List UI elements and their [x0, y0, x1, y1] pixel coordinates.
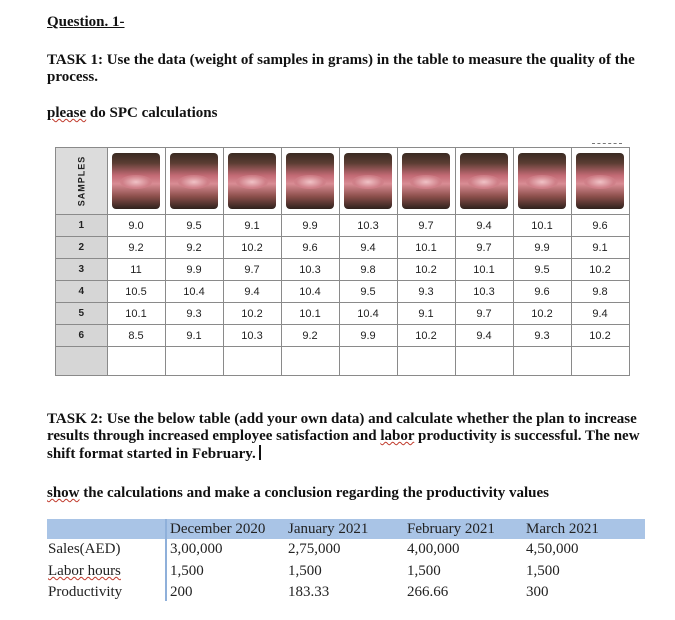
sample-value-cell: 10.4	[281, 281, 339, 303]
productivity-dec: 200	[170, 584, 193, 600]
dessert-image	[518, 153, 566, 209]
sample-value-cell: 10.2	[223, 303, 281, 325]
row-index: 3	[56, 259, 108, 281]
row-index: 6	[56, 325, 108, 347]
please-rest: do SPC calculations	[86, 105, 218, 121]
samples-label-cell	[56, 148, 108, 215]
col-header-mar-2021: March 2021	[526, 521, 599, 537]
dessert-image	[460, 153, 508, 209]
sample-value-cell: 9.7	[455, 303, 513, 325]
sample-value-cell: 9.7	[397, 215, 455, 237]
sample-value-cell: 9.8	[339, 259, 397, 281]
table-row	[56, 215, 630, 237]
sample-value-cell: 10.5	[107, 281, 165, 303]
labor-jan: 1,500	[288, 563, 322, 579]
row-index: 5	[56, 303, 108, 325]
dessert-image	[344, 153, 392, 209]
sample-value-cell: 9.6	[281, 237, 339, 259]
sample-value-cell: 9.5	[513, 259, 571, 281]
sample-value-cell: 10.3	[339, 215, 397, 237]
table-cell	[107, 347, 165, 376]
sample-value-cell: 10.2	[571, 325, 629, 347]
table-row	[56, 259, 630, 281]
sample-value-cell: 10.4	[339, 303, 397, 325]
sample-image-cell	[223, 148, 281, 215]
dessert-image	[170, 153, 218, 209]
sample-value-cell: 9.8	[571, 281, 629, 303]
sample-value-cell: 8.5	[107, 325, 165, 347]
sample-value-cell: 10.3	[223, 325, 281, 347]
col-header-feb-2021: February 2021	[407, 521, 495, 537]
row-label-labor-hours: Labor hours	[48, 563, 121, 579]
productivity-mar: 300	[526, 584, 549, 600]
table-cell	[397, 347, 455, 376]
sample-value-cell: 9.2	[281, 325, 339, 347]
sample-image-cell	[513, 148, 571, 215]
dessert-image	[576, 153, 624, 209]
row-label-productivity: Productivity	[48, 584, 123, 600]
sample-value-cell: 9.3	[165, 303, 223, 325]
dessert-image	[112, 153, 160, 209]
sample-value-cell: 9.2	[107, 237, 165, 259]
sample-image-cell	[397, 148, 455, 215]
table-row	[56, 303, 630, 325]
productivity-feb: 266.66	[407, 584, 449, 600]
show-word: show	[47, 485, 80, 501]
table-cell	[281, 347, 339, 376]
sample-image-cell	[571, 148, 629, 215]
sample-value-cell: 9.6	[513, 281, 571, 303]
table-row	[56, 281, 630, 303]
sample-value-cell: 9.2	[165, 237, 223, 259]
sample-value-cell: 9.9	[513, 237, 571, 259]
table-cell	[223, 347, 281, 376]
row-label-sales: Sales(AED)	[48, 541, 121, 557]
text-cursor	[259, 445, 261, 460]
show-line	[47, 485, 549, 502]
sample-value-cell: 10.3	[455, 281, 513, 303]
table-row	[56, 325, 630, 347]
table-row	[56, 237, 630, 259]
spc-table	[55, 147, 630, 376]
please-line	[47, 105, 217, 122]
sample-value-cell: 9.6	[571, 215, 629, 237]
table-cell	[571, 347, 629, 376]
sample-value-cell: 9.3	[397, 281, 455, 303]
sales-jan: 2,75,000	[288, 541, 341, 557]
sample-value-cell: 10.3	[281, 259, 339, 281]
sample-value-cell: 9.7	[455, 237, 513, 259]
labor-feb: 1,500	[407, 563, 441, 579]
row-index: 1	[56, 215, 108, 237]
labor-word: labor	[380, 428, 415, 444]
table-cell	[455, 347, 513, 376]
labor-mar: 1,500	[526, 563, 560, 579]
samples-label: SAMPLES	[76, 155, 87, 207]
table-cell	[339, 347, 397, 376]
dessert-image	[228, 153, 276, 209]
empty-row	[56, 347, 630, 376]
task2-part1: TASK 2: Use the below table (add your own data) and calculate whether the plan to increase results through increased employee satisfaction and	[47, 411, 637, 444]
question-title: Question. 1-	[47, 14, 125, 30]
sample-value-cell: 9.4	[339, 237, 397, 259]
sample-value-cell: 10.1	[107, 303, 165, 325]
sample-image-cell	[339, 148, 397, 215]
sample-value-cell: 10.1	[397, 237, 455, 259]
row-index: 4	[56, 281, 108, 303]
sample-value-cell: 10.1	[513, 215, 571, 237]
sample-value-cell: 10.2	[397, 325, 455, 347]
sample-value-cell: 9.3	[513, 325, 571, 347]
sample-value-cell: 9.4	[571, 303, 629, 325]
sample-value-cell: 9.5	[339, 281, 397, 303]
row-index: 2	[56, 237, 108, 259]
sample-value-cell: 10.4	[165, 281, 223, 303]
sample-image-cell	[281, 148, 339, 215]
productivity-jan: 183.33	[288, 584, 330, 600]
sample-value-cell: 9.1	[223, 215, 281, 237]
sample-value-cell: 9.4	[455, 215, 513, 237]
sample-value-cell: 9.4	[455, 325, 513, 347]
row-index-cell	[56, 347, 108, 376]
task2-part2: productivity is successful. The new shift format started in February.	[47, 428, 640, 462]
table-divider	[165, 519, 167, 601]
sales-mar: 4,50,000	[526, 541, 579, 557]
sample-value-cell: 9.4	[223, 281, 281, 303]
sample-value-cell: 10.2	[223, 237, 281, 259]
sample-image-cell	[455, 148, 513, 215]
task1-text: TASK 1: Use the data (weight of samples in grams) in the table to measure the quality of the process.	[47, 52, 635, 85]
task2-text	[47, 411, 647, 463]
dessert-image	[402, 153, 450, 209]
labor-dec: 1,500	[170, 563, 204, 579]
sample-value-cell: 9.5	[165, 215, 223, 237]
sample-value-cell: 10.1	[281, 303, 339, 325]
sample-value-cell: 9.9	[339, 325, 397, 347]
show-rest: the calculations and make a conclusion regarding the productivity values	[79, 485, 549, 501]
image-row	[56, 148, 630, 215]
table-cell	[165, 347, 223, 376]
table-cell	[513, 347, 571, 376]
sales-feb: 4,00,000	[407, 541, 460, 557]
col-header-jan-2021: January 2021	[288, 521, 369, 537]
dessert-image	[286, 153, 334, 209]
sample-value-cell: 9.9	[165, 259, 223, 281]
sample-image-cell	[107, 148, 165, 215]
dashed-mark	[592, 143, 622, 144]
sample-value-cell: 11	[107, 259, 165, 281]
sample-value-cell: 9.9	[281, 215, 339, 237]
sample-value-cell: 10.1	[455, 259, 513, 281]
col-header-dec-2020: December 2020	[170, 521, 266, 537]
please-word: please	[47, 105, 87, 121]
sample-value-cell: 9.1	[397, 303, 455, 325]
sample-value-cell: 10.2	[571, 259, 629, 281]
sample-value-cell: 9.7	[223, 259, 281, 281]
sample-image-cell	[165, 148, 223, 215]
sample-value-cell: 10.2	[513, 303, 571, 325]
sample-value-cell: 9.1	[571, 237, 629, 259]
sales-dec: 3,00,000	[170, 541, 223, 557]
spc-table-body	[56, 215, 630, 347]
sample-value-cell: 10.2	[397, 259, 455, 281]
sample-value-cell: 9.1	[165, 325, 223, 347]
sample-value-cell: 9.0	[107, 215, 165, 237]
